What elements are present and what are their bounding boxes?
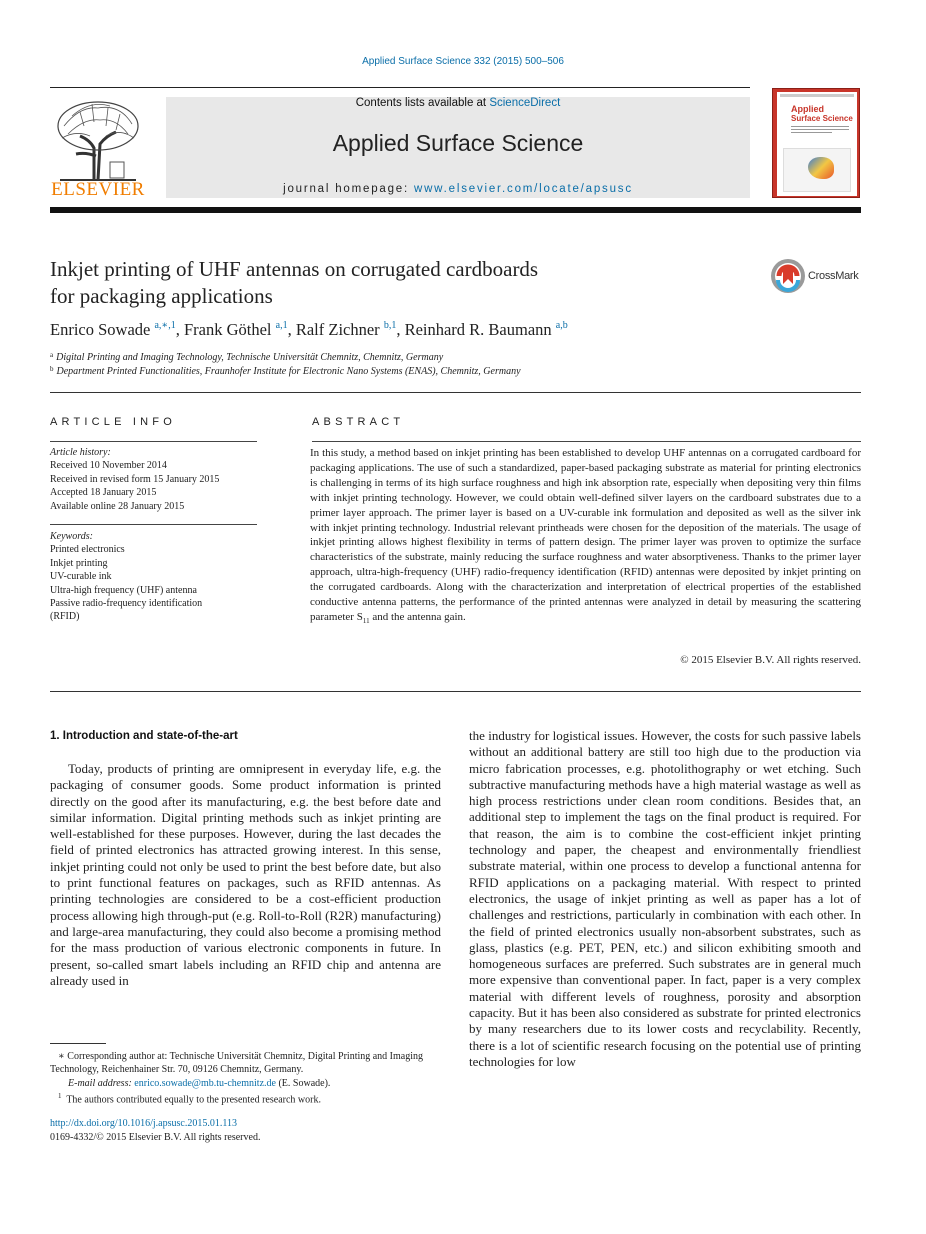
paper-title	[50, 256, 690, 310]
keywords-label: Keywords:	[50, 531, 93, 542]
footnote-equal-contribution	[50, 1090, 445, 1107]
affiliation-text: Department Printed Functionalities, Fraunhofer Institute for Electronic Nano Systems (ENAS), Chemnitz, Germany	[56, 366, 521, 377]
sciencedirect-link[interactable]: ScienceDirect	[489, 97, 561, 109]
abstract-body: In this study, a method based on inkjet printing has been established to develop UHF antennas on a corrugated cardboard for packaging applications. The use of such a standardized, paper-based packaging substrate as material for printing electronics is challenging in terms of its high surface roughness and high ink absorption rate, especially when depositing very thin films with inkjet printing technology. However, we could obtain well-defined silver layers on the cardboard substrates due to a primer layer approach. The primer layer is based on a UV-curable ink formulation and deposited as well as the silver ink with inkjet printing technology. Industrial relevant printheads were chosen for the deposition of the materials. The usage of inkjet printing allows highest flexibility in terms of pattern design. The primer layer was proven to optimize the surface characteristics of the substrate, mainly reducing the surface roughness and water absorptiveness. Thanks to the primer layer approach, ultra-high-frequency (UHF) radio-frequency identification (RFID) antennas were deposited by inkjet printing on the corrugated cardboards. Along with the characterization and interpretation of electrical properties of the established conductive antenna patterns, the performance of the printed antennas were analyzed in detail by measuring the scattering parameter S	[310, 447, 861, 623]
info-divider	[50, 441, 257, 442]
history-label: Article history:	[50, 447, 111, 458]
homepage-link[interactable]: www.elsevier.com/locate/apsusc	[413, 183, 633, 195]
email-label: E-mail address:	[68, 1078, 135, 1089]
history-item: Received in revised form 15 January 2015	[50, 473, 220, 485]
paper-title-line1: Inkjet printing of UHF antennas on corrugated cardboards	[50, 257, 539, 281]
author-name[interactable]: Enrico Sowade	[50, 320, 151, 339]
footnote-mark: 1	[58, 1092, 62, 1100]
crossmark-badge[interactable]	[770, 258, 862, 294]
affiliation-mark: a	[50, 351, 54, 359]
keyword: UV-curable ink	[50, 571, 112, 583]
info-divider	[50, 524, 257, 525]
history-item: Received 10 November 2014	[50, 460, 167, 472]
issn-line: 0169-4332/© 2015 Elsevier B.V. All rights reserved.	[50, 1132, 261, 1143]
author-name[interactable]: Ralf Zichner	[295, 320, 380, 339]
body-column-right: the industry for logistical issues. However, the costs for such passive labels without an additional battery are still too high due to the production via micro fabrication processes, e.g. photolithography or wet etching. Such subtractive manufacturing methods have a high material wastage as well as high process restrictions under clean room conditions. Besides that, an additional step to implement the tags on the final product is required. For that reason, the aim is to combine the cost-efficient inkjet printing technology and paper, the cheapest and environmentally friendliest substrate material, within one process to develop a functional antenna for RFID applications on a packaging material. With respect to printed electronics, the usage of inkjet printing as well as paper has a lot of challenges and restrictions, particularly in combination with each other. In the field of printed electronics usually non-absorbent substrates, such as glass, plastics (e.g. PET, PEN, etc.) and silicon exhibiting smooth and homogeneous surfaces are preferred. Such substrates are in general much more expensive than conventional paper. In fact, paper is a very complex material with different levels of roughness, porosity and absorption capacity. But it has been also considered as substrate for printed electronics by many researchers due to its lower costs and recyclability. Recently, there is a lot of scientific research focusing on the potential use of printing technologies for low	[469, 728, 861, 1069]
article-info-heading: ARTICLE INFO	[50, 416, 176, 428]
cover-text-lines	[791, 126, 849, 140]
email-link[interactable]: enrico.sowade@mb.tu-chemnitz.de	[134, 1078, 276, 1089]
cover-panel	[777, 92, 857, 196]
publisher-wordmark: ELSEVIER	[51, 179, 145, 200]
keyword: Printed electronics	[50, 544, 125, 556]
affiliation-mark: b	[50, 365, 54, 373]
section-divider	[50, 392, 861, 393]
journal-cover[interactable]	[772, 88, 860, 198]
cover-title-line1: Applied	[791, 104, 824, 114]
affiliation	[50, 365, 521, 377]
journal-title: Applied Surface Science	[332, 130, 584, 156]
author-affil-marker[interactable]: a,1	[275, 320, 288, 331]
footnote-corresponding: ∗ Corresponding author at: Technische Universität Chemnitz, Digital Printing and Imaging Technology, Reichenhainer Str. 70, 09126 Chemnitz, Germany.	[50, 1051, 424, 1076]
keywords	[50, 530, 260, 624]
affiliation	[50, 351, 443, 363]
history-item: Accepted 18 January 2015	[50, 487, 157, 499]
keyword: Inkjet printing	[50, 557, 108, 569]
paper-title-line2: for packaging applications	[50, 284, 273, 308]
history-item: Available online 28 January 2015	[50, 500, 185, 512]
journal-citation[interactable]: Applied Surface Science 332 (2015) 500–506	[362, 56, 564, 67]
contents-prefix: Contents lists available at	[355, 97, 490, 109]
abstract-heading: ABSTRACT	[312, 416, 405, 428]
cover-title-line2: Surface Science	[791, 114, 853, 123]
author-name[interactable]: Frank Göthel	[183, 320, 272, 339]
homepage-prefix: journal homepage:	[283, 183, 414, 195]
keyword: Ultra-high frequency (UHF) antenna	[50, 584, 197, 596]
header-thick-rule	[50, 207, 861, 213]
affiliation-text: Digital Printing and Imaging Technology, Technische Universität Chemnitz, Chemnitz, Germany	[56, 352, 444, 363]
footnote-rule	[50, 1043, 106, 1044]
article-history	[50, 446, 260, 513]
contents-line	[166, 97, 750, 109]
abstract-copyright: © 2015 Elsevier B.V. All rights reserved.	[680, 654, 861, 666]
abstract-text	[310, 446, 861, 629]
elsevier-logo	[50, 96, 146, 200]
keyword: Passive radio-frequency identification	[50, 598, 203, 610]
abstract-ending: and the antenna gain.	[369, 610, 466, 623]
parameter-subscript: 11	[362, 617, 370, 626]
cover-figure	[783, 148, 851, 192]
homepage-line	[166, 183, 750, 195]
author-affil-marker[interactable]: b,1	[383, 320, 397, 331]
header-rule	[50, 87, 750, 88]
crossmark-icon	[770, 258, 806, 294]
doi-link[interactable]: http://dx.doi.org/10.1016/j.apsusc.2015.01.113	[50, 1118, 237, 1129]
footnote-email	[50, 1077, 445, 1090]
section-divider	[50, 691, 861, 692]
author-list: Enrico Sowade $^{a,∗,1}$, Frank Göthel $^{a,1}$, Ralf Zichner $^{b,1}$, Reinhard R. Baumann $^{a,b}$	[50, 320, 568, 339]
crossmark-label: CrossMark	[808, 270, 859, 282]
author-affil-marker[interactable]: a,∗,1	[154, 320, 176, 331]
cover-graphic	[808, 157, 834, 179]
cover-strip	[780, 94, 854, 97]
email-suffix: (E. Sowade).	[275, 1078, 331, 1089]
body-column-left: Today, products of printing are omnipresent in everyday life, e.g. the packaging of consumer goods. Some product information is printed directly on the good after its manufacturing, e.g. the best before date and similar information. Digital printing methods such as inkjet printing are well-established for these purposes. However, during the last decades the field of printed electronics has attracted growing interest. In this sense, inkjet printing could not only be used to print the best before date, but also to print functional features on packages, such as RFID antennas. As printing technologies are considered to be a cost-efficient production process allowing high through-put (e.g. Roll-to-Roll (R2R) manufacturing) and large-area manufacturing, they could also become a promising method for the mass production of various electronic components in future. In present, so-called smart labels including an RFID chip and antenna are already used in	[50, 761, 442, 988]
section-heading: 1. Introduction and state-of-the-art	[50, 730, 238, 742]
abstract-divider	[312, 441, 861, 442]
footnote-equal-text: The authors contributed equally to the presented research work.	[66, 1094, 321, 1106]
keyword: (RFID)	[50, 611, 80, 623]
author-name[interactable]: Reinhard R. Baumann	[404, 320, 552, 339]
author-affil-marker[interactable]: a,b	[555, 320, 568, 331]
